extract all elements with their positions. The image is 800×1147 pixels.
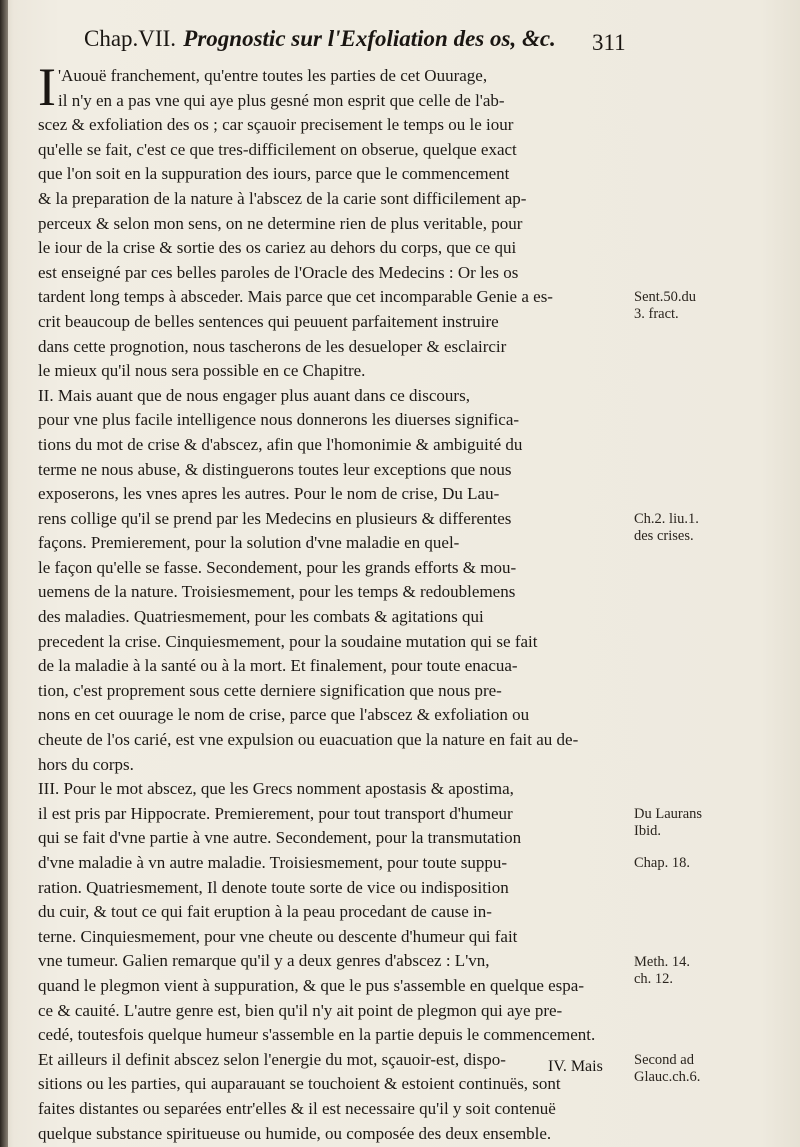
text-line: Et ailleurs il definit abscez selon l'energie du mot, sçauoir-est, dispo- bbox=[38, 1049, 506, 1069]
text-line: rens collige qu'il se prend par les Medecins en plusieurs & differentes bbox=[38, 508, 512, 528]
body-text bbox=[38, 57, 638, 1146]
text-line: perceux & selon mon sens, on ne determine rien de plus veritable, pour bbox=[38, 213, 523, 233]
text-line: tions du mot de crise & d'abscez, afin que l'homonimie & ambiguité du bbox=[38, 434, 523, 454]
text-line: est enseigné par ces belles paroles de l'Oracle des Medecins : Or les os bbox=[38, 262, 519, 282]
text-line: sitions ou les parties, qui auparauant se touchoient & estoient continuës, sont bbox=[38, 1074, 561, 1094]
catchword: IV. Mais bbox=[548, 1058, 603, 1075]
text-line: le mieux qu'il nous sera possible en ce Chapitre. bbox=[38, 361, 366, 381]
margin-note bbox=[634, 1052, 700, 1086]
text-line: II. Mais auant que de nous engager plus auant dans ce discours, bbox=[38, 385, 470, 405]
text-line: d'vne maladie à vn autre maladie. Troisiesmement, pour toute suppu- bbox=[38, 853, 508, 872]
text-line: precedent la crise. Cinquiesmement, pour la soudaine mutation qui se fait bbox=[38, 631, 538, 651]
margin-note-line: Du Laurans bbox=[634, 806, 703, 822]
chapter-label: Chap.VII. bbox=[84, 26, 176, 51]
text-line: 'Auouë franchement, qu'entre toutes les parties de cet Ouurage, bbox=[58, 66, 488, 85]
margin-note-line: 3. fract. bbox=[634, 306, 679, 323]
text-line: ce & cauité. L'autre genre est, bien qu'il n'y ait point de plegmon qui aye pre- bbox=[38, 1000, 563, 1020]
text-line: de la maladie à la santé ou à la mort. Et finalement, pour toute enacua- bbox=[38, 656, 518, 676]
margin-note-line: Sent.50.du bbox=[634, 289, 697, 306]
text-line: terme ne nous abuse, & distinguerons toutes leur exceptions que nous bbox=[38, 459, 512, 479]
text-line: tion, c'est proprement sous cette derniere signification que nous pre- bbox=[38, 680, 502, 700]
text-line: façons. Premierement, pour la solution d'vne maladie en quel- bbox=[38, 533, 460, 553]
text-line: le iour de la crise & sortie des os cariez au dehors du corps, que ce qui bbox=[38, 238, 517, 258]
text-line: pour vne plus facile intelligence nous donnerons les diuerses significa- bbox=[38, 410, 520, 430]
margin-note-line: Second ad bbox=[634, 1052, 694, 1068]
text-line: hors du corps. bbox=[38, 754, 134, 774]
text-line: tardent long temps à absceder. Mais parce que cet incomparable Genie a es- bbox=[38, 287, 553, 307]
margin-note bbox=[634, 511, 699, 545]
text-line: cheute de l'os carié, est vne expulsion ou euacuation que la nature en fait au de- bbox=[38, 730, 579, 750]
margin-note bbox=[634, 954, 690, 988]
text-line: quelque substance spiritueuse ou humide, ou composée des deux ensemble. bbox=[38, 1123, 552, 1143]
binding-gutter bbox=[0, 0, 8, 1147]
text-line: quand le plegmon vient à suppuration, & que le pus s'assemble en quelque espa- bbox=[38, 975, 584, 995]
text-line: III. Pour le mot abscez, que les Grecs nomment apostasis & apostima, bbox=[38, 779, 514, 799]
margin-note bbox=[634, 806, 702, 840]
text-line: il n'y en a pas vne qui aye plus gesné mon esprit que celle de l'ab- bbox=[58, 90, 505, 110]
margin-note-line: Chap. 18. bbox=[634, 855, 690, 872]
text-line: faites distantes ou separées entr'elles & il est necessaire qu'il y soit contenuë bbox=[38, 1098, 556, 1118]
text-line: nons en cet ouurage le nom de crise, parce que l'abscez & exfoliation ou bbox=[38, 705, 530, 725]
running-header bbox=[84, 26, 644, 64]
margin-note-line: Meth. 14. bbox=[634, 953, 690, 970]
text-line: vne tumeur. Galien remarque qu'il y a deux genres d'abscez : L'vn, bbox=[38, 951, 490, 971]
text-line: qui se fait d'vne partie à vne autre. Secondement, pour la transmutation bbox=[38, 828, 522, 848]
text-line: qu'elle se fait, c'est ce que tres-difficilement on obserue, quelque exact bbox=[38, 139, 517, 159]
margin-note-line: des crises. bbox=[634, 527, 694, 544]
margin-note-line: Glauc.ch.6. bbox=[634, 1069, 701, 1085]
text-line: crit beaucoup de belles sentences qui peuuent parfaitement instruire bbox=[38, 311, 499, 331]
text-line: terne. Cinquiesmement, pour vne cheute ou descente d'humeur qui fait bbox=[38, 926, 518, 946]
text-line: que l'on soit en la suppuration des iours, parce que le commencement bbox=[38, 164, 510, 184]
text-line: ration. Quatriesmement, Il denote toute sorte de vice ou indisposition bbox=[38, 877, 509, 897]
text-line: cedé, toutesfois quelque humeur s'assemble en la partie depuis le commencement. bbox=[38, 1025, 596, 1045]
text-line: il est pris par Hippocrate. Premierement, pour tout transport d'humeur bbox=[38, 803, 513, 823]
margin-note bbox=[634, 289, 696, 323]
text-line: & la preparation de la nature à l'abscez de la carie sont difficilement ap- bbox=[38, 188, 527, 208]
page-number: 311 bbox=[592, 30, 626, 55]
drop-capital: I bbox=[38, 57, 56, 117]
margin-note-line: Ch.2. liu.1. bbox=[634, 510, 699, 527]
text-line: des maladies. Quatriesmement, pour les combats & agitations qui bbox=[38, 607, 484, 627]
margin-note-line: ch. 12. bbox=[634, 970, 674, 987]
text-line: exposerons, les vnes apres les autres. Pour le nom de crise, Du Lau- bbox=[38, 484, 500, 504]
margin-note bbox=[634, 855, 690, 872]
text-line: uemens de la nature. Troisiesmement, pour les temps & redoublemens bbox=[38, 582, 516, 602]
text-line: dans cette prognotion, nous tascherons de les desueloper & esclaircir bbox=[38, 336, 507, 356]
margin-note-line: Ibid. bbox=[634, 823, 661, 839]
text-line: scez & exfoliation des os ; car sçauoir precisement le temps ou le iour bbox=[38, 115, 514, 135]
text-line: du cuir, & tout ce qui fait eruption à la peau procedant de cause in- bbox=[38, 902, 492, 922]
running-title: Prognostic sur l'Exfoliation des os, &c. bbox=[183, 26, 556, 51]
text-line: le façon qu'elle se fasse. Secondement, pour les grands efforts & mou- bbox=[38, 557, 517, 577]
